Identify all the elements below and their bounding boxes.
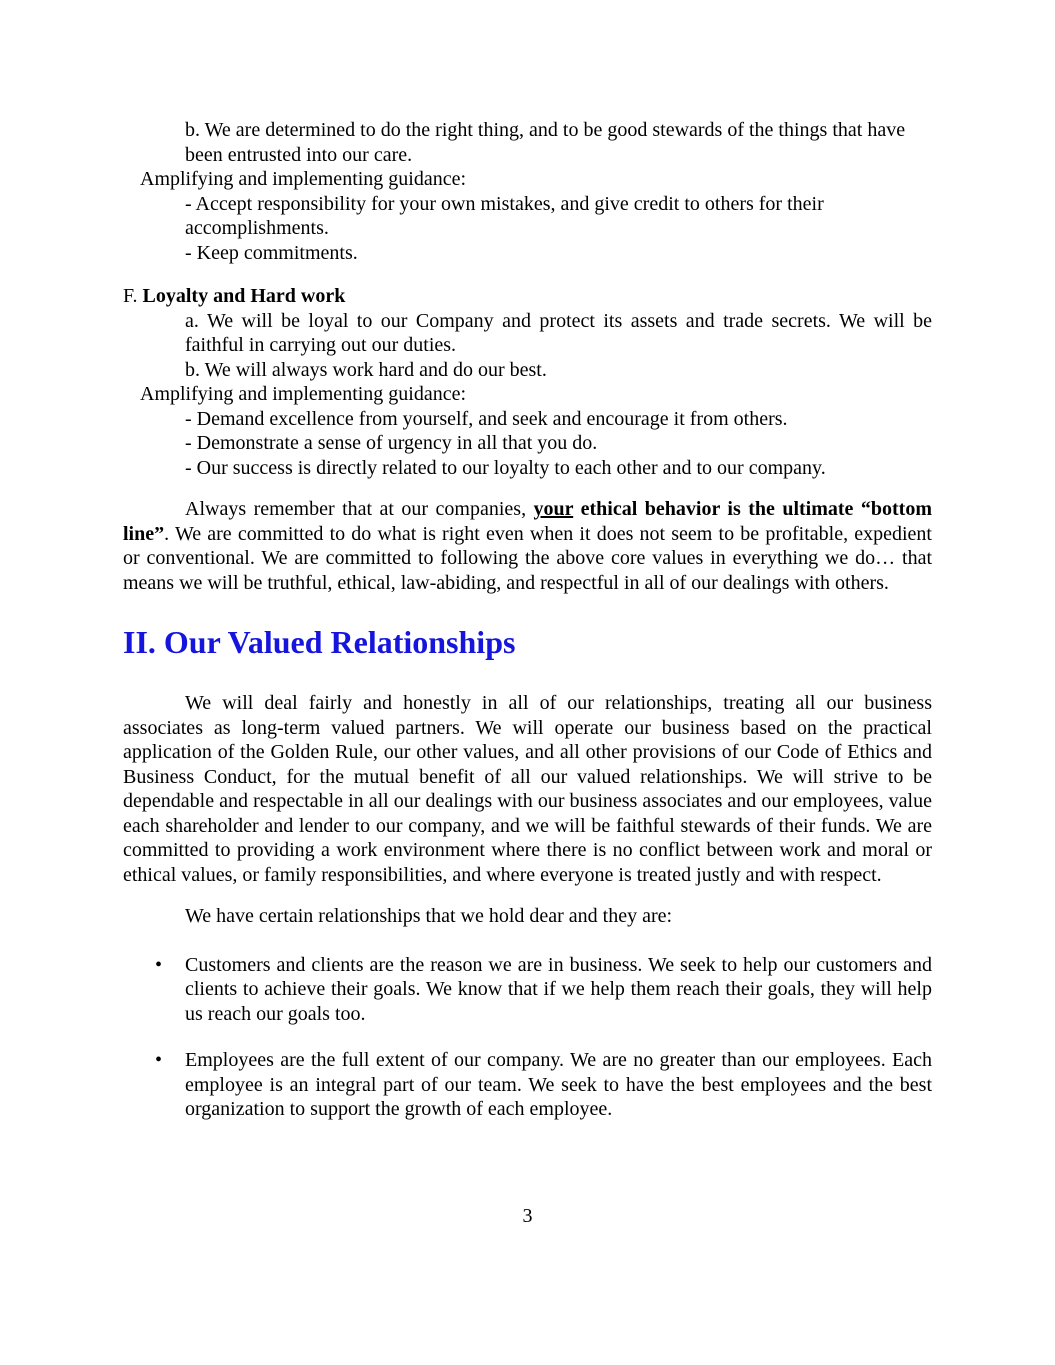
guidance-label: Amplifying and implementing guidance:	[140, 168, 467, 190]
bullet-icon: •	[155, 953, 163, 976]
loyalty-item-b: b. We will always work hard and do our best.	[185, 358, 547, 381]
text-run: . We are committed to do what is right even when it does not seem to be profitable, expedient or conventional. We are committed to following the above core values in everything we do… that means we will be truthful, ethical, law-abiding, and respectful in all of our dealings with others.	[123, 522, 932, 594]
guidance-item: - Keep commitments.	[185, 241, 358, 264]
stewardship-block	[123, 118, 932, 265]
guidance-item: - Demonstrate a sense of urgency in all that you do.	[185, 432, 598, 454]
list-item-text: Employees are the full extent of our company. We are no greater than our employees. Each employee is an integral part of our team. We seek to have the best employees and the best organization to support the growth of each employee.	[185, 1049, 932, 1120]
guidance-item: - Demand excellence from yourself, and seek and encourage it from others.	[185, 407, 788, 430]
section-letter: F.	[123, 285, 143, 307]
loyalty-section-label	[123, 284, 932, 309]
text-run: ethical behavior is the ultimate “bottom line”	[123, 498, 932, 545]
guidance-label: Amplifying and implementing guidance:	[140, 383, 467, 405]
text-run: your	[533, 498, 574, 520]
ethics-summary-paragraph	[123, 497, 932, 595]
list-item	[155, 953, 932, 1027]
list-item-text: Customers and clients are the reason we are in business. We seek to help our customers and clients to achieve their goals. We know that if we help them reach their goals, they will help us reach our goals too.	[185, 953, 932, 1025]
list-item	[155, 1048, 932, 1122]
guidance-item: - Our success is directly related to our loyalty to each other and to our company.	[185, 456, 826, 479]
relationships-lead-in: We have certain relationships that we hold dear and they are:	[185, 905, 673, 927]
relationships-intro-paragraph: We will deal fairly and honestly in all of our relationships, treating all our business associates as long-term valued partners. We will operate our business based on the practical application of the Golden Rule, our other values, and all other provisions of our Code of Ethics and Business Conduct, for the mutual benefit of all our valued relationships. We will strive to be dependable and respectable in all our dealings with our business associates and our employees, value each shareholder and lender to our company, and we will be faithful stewards of their funds. We are committed to providing a work environment where there is no conflict between work and moral or ethical values, or family responsibilities, and where everyone is treated justly and with respect.	[123, 692, 932, 886]
section-title: Loyalty and Hard work	[142, 285, 346, 307]
section-heading-relationships: II. Our Valued Relationships	[123, 624, 516, 660]
loyalty-section	[123, 284, 932, 480]
bullet-icon: •	[155, 1049, 163, 1071]
relationships-list	[123, 953, 932, 1122]
stewardship-item-b: b. We are determined to do the right thing, and to be good stewards of the things that have been entrusted into our care.	[185, 119, 906, 166]
guidance-item: - Accept responsibility for your own mistakes, and give credit to others for their accomplishments.	[185, 192, 824, 239]
page-number: 3	[522, 1205, 533, 1227]
text-run: Always remember that at our companies,	[185, 498, 534, 520]
loyalty-item-a: a. We will be loyal to our Company and protect its assets and trade secrets. We will be faithful in carrying out our duties.	[185, 309, 932, 356]
